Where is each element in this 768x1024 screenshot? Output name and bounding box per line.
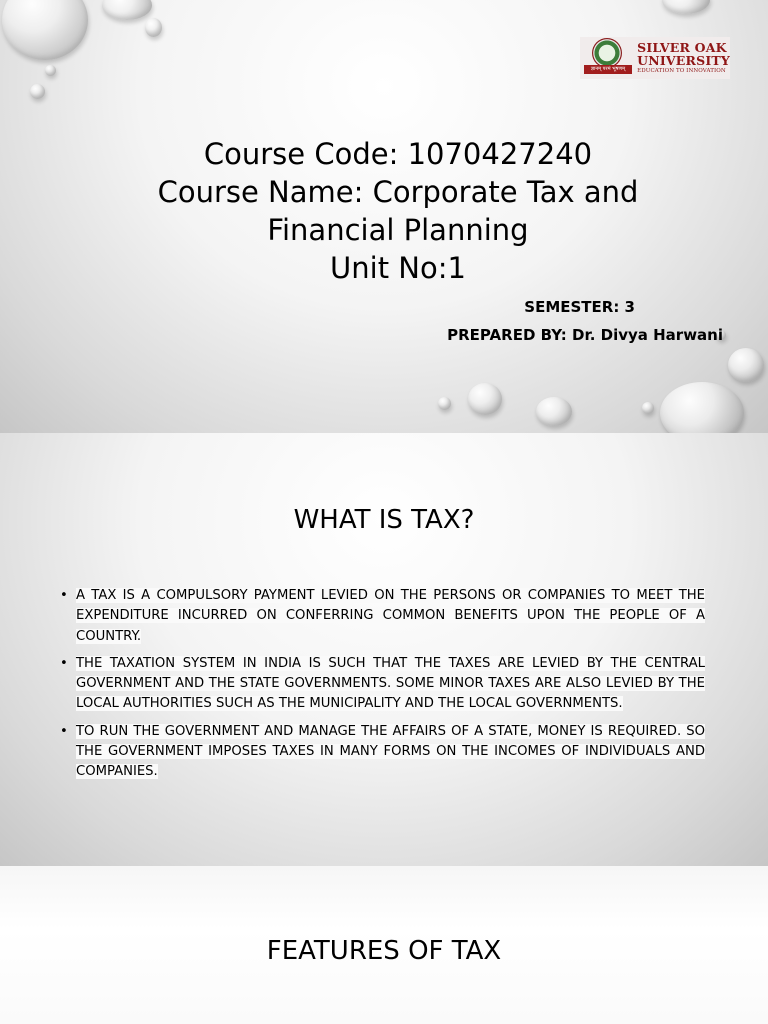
list-item — [60, 586, 705, 647]
course-name-cont: Financial Planning — [267, 213, 529, 247]
bullet-icon: • — [60, 655, 68, 671]
water-drop-icon — [642, 402, 654, 414]
slide-heading: FEATURES OF TAX — [266, 936, 502, 966]
logo-text — [637, 41, 730, 75]
what-is-tax-slide — [0, 433, 768, 866]
features-of-tax-slide — [0, 866, 768, 1024]
bullet-text: A TAX IS A COMPULSORY PAYMENT LEVIED ON THE PERSONS OR COMPANIES TO MEET THE EXPENDITURE INCURRED ON CONFERRING COMMON BENEFITS UPON THE PEOPLE OF A COUNTRY. — [76, 588, 705, 644]
water-drop-icon — [438, 397, 451, 410]
bullet-text: THE TAXATION SYSTEM IN INDIA IS SUCH THAT THE TAXES ARE LEVIED BY THE CENTRAL GOVERNMENT AND THE STATE GOVERNMENTS. SOME MINOR TAXES ARE ALSO LEVIED BY THE LOCAL AUTHORITIES SUCH AS THE MUNICIPALITY AND THE LOCAL GOVERNMENTS. — [76, 655, 705, 712]
list-item — [60, 654, 705, 715]
water-drop-icon — [30, 84, 45, 99]
bullet-list — [60, 586, 705, 790]
water-drop-icon — [728, 348, 764, 382]
water-drop-icon — [102, 0, 152, 20]
semester-label: SEMESTER: 3 — [524, 298, 635, 316]
seal-ribbon-text: ज्ञानम् परमं भूषणम् — [584, 65, 632, 74]
university-seal-icon — [584, 38, 631, 78]
water-drop-icon — [145, 18, 162, 37]
prepared-by-label: PREPARED BY: Dr. Divya Harwani — [447, 326, 723, 344]
slide-heading: WHAT IS TAX? — [293, 505, 475, 535]
title-slide — [0, 0, 768, 433]
bullet-text: TO RUN THE GOVERNMENT AND MANAGE THE AFFAIRS OF A STATE, MONEY IS REQUIRED. SO THE GOVERNMENT IMPOSES TAXES IN MANY FORMS ON THE INCOMES OF INDIVIDUALS AND COMPANIES. — [76, 723, 705, 780]
course-title — [0, 135, 768, 287]
water-drop-icon — [45, 65, 56, 76]
water-drop-icon — [536, 397, 572, 426]
logo-tagline: EDUCATION TO INNOVATION — [637, 68, 726, 74]
water-drop-icon — [660, 382, 744, 433]
water-drop-icon — [662, 0, 710, 14]
logo-name-line1: SILVER OAK — [637, 40, 727, 55]
list-item — [60, 722, 705, 783]
unit-number: Unit No:1 — [330, 251, 466, 285]
logo-name-line2: UNIVERSITY — [637, 53, 730, 68]
bullet-icon: • — [60, 723, 68, 739]
bullet-icon: • — [60, 588, 68, 603]
university-logo — [580, 37, 730, 79]
course-name: Course Name: Corporate Tax and — [157, 175, 639, 209]
water-drop-icon — [2, 0, 88, 60]
course-code: Course Code: 1070427240 — [203, 137, 593, 171]
water-drop-icon — [468, 383, 502, 415]
